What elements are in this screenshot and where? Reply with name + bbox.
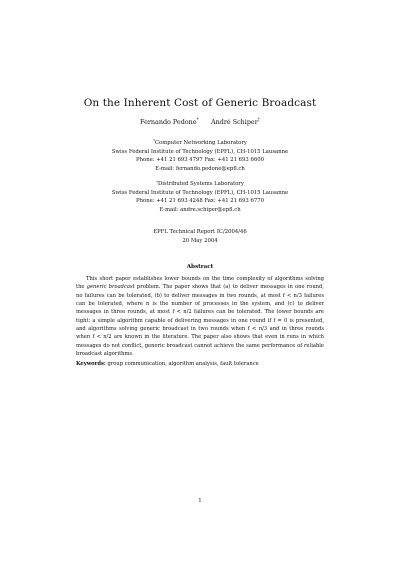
affiliation-email: E-mail: fernando.pedone@epfl.ch bbox=[155, 165, 245, 172]
affiliation-phone: Phone: +41 21 693 4248 Fax: +41 21 693 6770 bbox=[136, 198, 264, 205]
page-number: 1 bbox=[198, 498, 202, 504]
affiliation-email: E-mail: andre.schiper@epfl.ch bbox=[159, 206, 241, 213]
abstract-text: This short paper establishes lower bounds on the time complexity of algorithms solving the bbox=[76, 276, 324, 291]
author-name: Fernando Pedone bbox=[139, 118, 197, 126]
abstract-emphasis: generic broadcast bbox=[86, 284, 135, 291]
author-name: André Schiper bbox=[211, 118, 258, 126]
report-info bbox=[0, 228, 400, 245]
affiliation-mark: * bbox=[153, 138, 155, 143]
author-mark: † bbox=[257, 118, 261, 123]
affiliation-lab: Computer Networking Laboratory bbox=[155, 140, 247, 146]
author-mark: * bbox=[196, 118, 199, 123]
keywords-text: group communication, algorithm analysis, fault tolerance bbox=[107, 361, 259, 367]
abstract-body bbox=[76, 275, 324, 358]
author-line bbox=[0, 118, 400, 126]
report-number: EPFL Technical Report IC/2004/46 bbox=[153, 229, 247, 235]
abstract-text: problem. The paper shows that (a) to deliver messages in one round, no failures can be tolerated, (b) to deliver messages in two rounds, at most f < n/3 failures can be tolerated, where n is the number of processes in the system, and (c) to deliver messages in three rounds, at most f < n/2 failures can be tolerated. The lower bounds are tight: a simple algorithm capable of delivering messages in one round if f = 0 is presented, and algorithms solving generic broadcast in two rounds when f < n/3 and in three rounds when f < n/2 are known in the literature. The paper also shows that even in runs in which messages do not conflict, generic broadcast cannot achieve the same performance of reliable broadcast algorithms. bbox=[76, 284, 324, 358]
affiliation-mark: † bbox=[156, 179, 158, 184]
affiliation-institute: Swiss Federal Institute of Technology (EPFL), CH-1015 Lausanne bbox=[111, 189, 289, 196]
keywords bbox=[76, 360, 324, 368]
keywords-label: Keywords: bbox=[76, 361, 106, 367]
affiliation-phone: Phone: +41 21 693 4797 Fax: +41 21 693 6600 bbox=[136, 157, 264, 164]
affiliation-institute: Swiss Federal Institute of Technology (EPFL), CH-1015 Lausanne bbox=[111, 148, 289, 155]
abstract-heading: Abstract bbox=[186, 264, 214, 270]
affiliation-block bbox=[0, 178, 400, 214]
report-date: 20 May 2004 bbox=[182, 237, 218, 244]
affiliation-block bbox=[0, 137, 400, 173]
affiliation-lab: Distributed Systems Laboratory bbox=[157, 181, 244, 187]
paper-title: On the Inherent Cost of Generic Broadcast bbox=[83, 97, 317, 109]
